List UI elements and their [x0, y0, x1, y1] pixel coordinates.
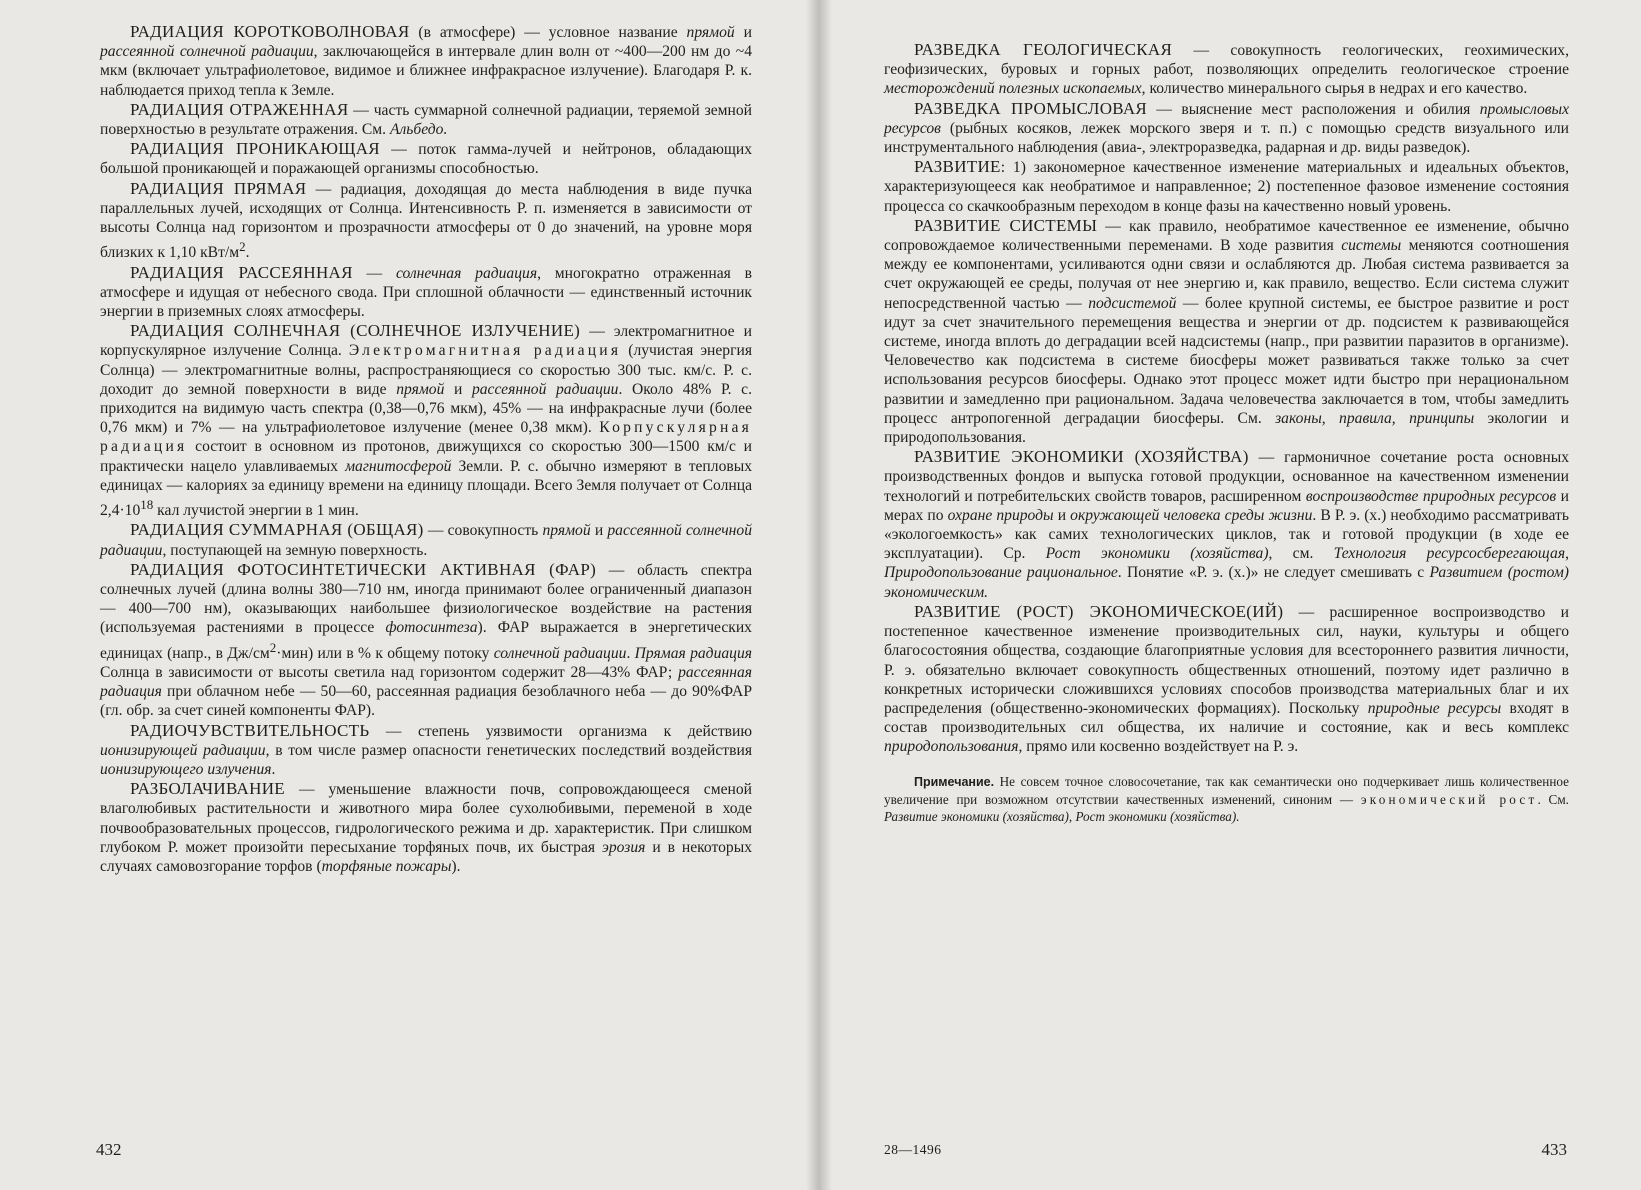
italic-term: Прямая радиация [634, 644, 753, 662]
italic-term: подсистемой [1088, 294, 1177, 312]
italic-term: магнитосферой [345, 457, 452, 475]
italic-term: прямой [542, 522, 591, 540]
dictionary-entry [100, 263, 752, 322]
spaced-term: Корпускулярная радиация [100, 419, 752, 456]
right-page [818, 0, 1641, 1190]
italic-term: законы, правила, принципы [1275, 409, 1475, 427]
printer-signature: 28—1496 [884, 1142, 942, 1157]
entry-definition: — радиация, доходящая до места наблюдения в виде пучка параллельных лучей, исходящих от Солнца. Интенсивность Р. п. изменяется в зависимости от высоты Солнца над горизонтом и прозрачности атмосферы от 0 до значений, на уровне моря близких к 1,10 кВт/$м^2$. [100, 180, 752, 262]
italic-term: эрозия [602, 838, 646, 856]
entry-definition: — выяснение мест расположения и обилия промысловых ресурсов (рыбных косяков, лежек морского зверя и т. п.) с помощью средств визуального или инструментального наблюдения (авиа-, электроразведка, радарная и др. виды разведок). [884, 100, 1569, 157]
entry-definition: : 1) закономерное качественное изменение материальных и идеальных объектов, характеризующееся как необратимое и направленное; 2) постепенное фазовое изменение состояния процесса со скачкообразным переходом в конце фазы на качественно новый уровень. [884, 159, 1569, 215]
entry-definition: — поток гамма-лучей и нейтронов, обладающих большой проникающей и поражающей организмы способностью. [100, 141, 752, 178]
italic-term: месторождений полезных ископаемых [884, 80, 1142, 98]
entry-definition: — гармоничное сочетание роста основных производственных фондов и выпуска готовой продукции, основанное на качественном изменении технологий и потребительских свойств товаров, расширенном воспроизводстве природных ресурсов и мерах по охране природы и окружающей человека среды жизни. В Р. э. (х.) необходимо рассматривать «экологоемкость» как самих технологических циклов, так и готовой продукции (в ходе ее эксплуатации). Ср. Рост экономики (хозяйства), см. Технология ресурсосберегающая, Природопользование рациональное. Понятие «Р. э. (х.)» не следует смешивать с Развитием (ростом) экономическим. [884, 449, 1570, 601]
dictionary-entry [884, 157, 1569, 216]
entry-definition: — совокупность прямой и рассеянной солнечной радиации, поступающей на земную поверхность. [100, 522, 752, 559]
entry-definition: — солнечная радиация, многократно отраженная в атмосфере и идущая от небесного свода. При сплошной облачности — единственный источник энергии в приземных слоях атмосферы. [100, 264, 752, 321]
dictionary-entry [100, 321, 752, 520]
italic-term: прямой [686, 24, 735, 41]
left-page [0, 0, 818, 1190]
entry-headword: РАДИАЦИЯ РАССЕЯННАЯ [130, 262, 353, 282]
entry-headword: РАЗВЕДКА ГЕОЛОГИЧЕСКАЯ [914, 40, 1173, 59]
dictionary-entry [884, 447, 1569, 602]
dictionary-entry [100, 560, 752, 721]
italic-term: Развитием (ростом) экономическим. [884, 564, 1570, 601]
entry-headword: РАЗВЕДКА ПРОМЫСЛОВАЯ [914, 98, 1148, 118]
italic-term: промысловых ресурсов [884, 100, 1569, 137]
italic-term: охране природы [947, 506, 1054, 524]
italic-term: Рост экономики (хозяйства) [1045, 545, 1269, 563]
spaced-term: экономический рост [1360, 791, 1538, 807]
italic-term: прямой [396, 380, 445, 398]
italic-term: системы [1341, 237, 1402, 255]
italic-term: Развитие экономики (хозяйства) [884, 808, 1069, 824]
italic-term: солнечной радиации [493, 644, 627, 662]
dictionary-entry [884, 40, 1569, 99]
page-number-left: 432 [96, 1140, 122, 1159]
dictionary-entry [100, 779, 752, 876]
entry-definition: — уменьшение влажности почв, сопровождающееся сменой влаголюбивых растительности и животного мира более сухолюбивыми, переменой в ходе почвообразовательных процессов, гидрологического режима и др. характеристик. При слишком глубоком Р. может произойти пересыхание торфяных почв, их быстрая эрозия и в некоторых случаях самовозгорание торфов (торфяные пожары). [100, 781, 752, 876]
italic-term: рассеянная радиация [100, 664, 752, 701]
entry-definition: — часть суммарной солнечной радиации, теряемой земной поверхностью в результате отражения. См. Альбедо. [100, 101, 752, 139]
entry-definition: — как правило, необратимое качественное ее изменение, обычно сопровождаемое количественными переменами. В ходе развития системы меняются соотношения между ее компонентами, усиливаются одни связи и ослабляются др. Любая система развивается за счет окружающей ее среды, получая от нее энергию и, как правило, вещество. Если система служит непосредственной частью — подсистемой — более крупной системы, ее быстрое развитие и рост идут за счет значительного перемещения вещества и энергии от др. подсистем к развивающейся системе, иногда вплоть до деградации всей надсистемы (напр., при развитии паразитов в организме). Человечество как подсистема в системе биосферы может развиваться также только за счет использования ресурсов биосферы. Однако этот процесс может идти быстро при нерациональном развитии и замедленно при рациональном. Задача человечества заключается в том, чтобы замедлить процесс антропогенной деградации биосферы. См. законы, правила, принципы экологии и природопользования. [884, 217, 1569, 447]
entry-definition: (в атмосфере) — условное название прямой и рассеянной солнечной радиации, заключающейся в интервале длин волн от ~400—200 нм до ~4 мкм (включает ультрафиолетовое, видимое и ближнее инфракрасное излучение). Благодаря Р. к. наблюдается приход тепла к Земле. [100, 24, 752, 99]
dictionary-entry [100, 179, 752, 263]
spaced-term: Электромагнитная радиация [348, 342, 622, 360]
italic-term: фотосинтеза [385, 619, 478, 637]
dictionary-entry [100, 100, 752, 139]
dictionary-entry [100, 721, 752, 780]
italic-term: торфяные пожары [321, 858, 452, 876]
italic-term: рассеянной солнечной радиации [100, 522, 752, 559]
entry-headword: РАЗВИТИЕ ЭКОНОМИКИ (ХОЗЯЙСТВА) [914, 447, 1249, 467]
italic-term: Природопользование рациональное [884, 564, 1118, 582]
italic-term: рассеянной солнечной радиации [100, 43, 314, 61]
italic-term: Рост экономики (хозяйства). [1075, 808, 1240, 824]
right-entries [884, 40, 1569, 757]
entry-headword: РАЗВИТИЕ [914, 157, 1001, 177]
italic-term: окружающей человека среды жизни [1070, 506, 1313, 524]
entry-headword: РАДИАЦИЯ ПРОНИКАЮЩАЯ [130, 139, 380, 159]
entry-headword: РАЗВИТИЕ СИСТЕМЫ [914, 215, 1098, 235]
entry-headword: РАДИАЦИЯ ПРЯМАЯ [130, 178, 307, 198]
page-number-right: 433 [1541, 1140, 1567, 1159]
entry-definition: — расширенное воспроизводство и постепенное качественное изменение производительных сил, науки, культуры и общего благосостояния общества, создающие благоприятные условия для всестороннего развития личности, Р. э. обязательно включает совокупность общественных отношений, поэтому идет различно в конкретных исторически сложившихся условиях способов производства материальных благ и их распределения (общественно-экономических формациях). Поскольку природные ресурсы входят в состав производительных сил общества, их наличие и состояние, как и весь комплекс природопользования, прямо или косвенно воздействует на Р. э. [884, 603, 1570, 756]
italic-term: Технология ресурсосберегающая [1333, 545, 1566, 563]
footnote-text: Не совсем точное словосочетание, так как семантически оно подчеркивает лишь количественное увеличение при возможном отсутствии качественных изменений, синоним — экономический рост. См. Развитие экономики (хозяйства), Рост экономики (хозяйства). [884, 773, 1569, 824]
dictionary-entry [100, 520, 752, 559]
entry-definition: — совокупность геологических, геохимических, геофизических, буровых и горных работ, позволяющих определить геологическое строение месторождений полезных ископаемых, количество минерального сырья в недрах и его качество. [884, 42, 1569, 98]
entry-definition: — степень уязвимости организма к действию ионизирующей радиации, в том числе размер опасности генетических последствий воздействия ионизирующего излучения. [100, 722, 753, 779]
dictionary-entry [884, 99, 1569, 158]
dictionary-entry [884, 216, 1569, 447]
superscript: 2 [239, 239, 246, 255]
dictionary-entry [884, 602, 1569, 757]
italic-term: ионизирующего излучения [100, 761, 272, 779]
italic-term: природопользования [884, 738, 1019, 756]
italic-term: природные ресурсы [1367, 699, 1502, 717]
italic-term: Альбедо. [389, 121, 448, 139]
entry-headword: РАДИОЧУВСТВИТЕЛЬНОСТЬ [130, 720, 370, 740]
footnote [884, 773, 1569, 825]
entry-definition: — электромагнитное и корпускулярное излучение Солнца. Электромагнитная радиация (лучистая энергия Солнца) — электромагнитные волны, распространяющиеся со скоростью 300 тыс. км/с. Р. с. доходит до земной поверхности в виде прямой и рассеянной радиации. Около 48% Р. с. приходится на видимую часть спектра (0,38—0,76 мкм), 45% — на инфракрасные лучи (более 0,76 мкм) и 7% — на ультрафиолетовое излучение (менее 0,38 мкм). Корпускулярная радиация состоит в основном из протонов, движущихся со скоростью 300—1500 км/с и практически нацело улавливаемых магнитосферой Земли. Р. с. обычно измеряют в тепловых единицах — калориях за единицу времени на единицу площади. Всего Земля получает от Солнца $2,4\cdot 10^{18}$ кал лучистой энергии в 1 мин. [100, 323, 752, 520]
superscript: 2 [269, 639, 277, 655]
italic-term: солнечная радиация [395, 264, 538, 282]
entry-headword: РАДИАЦИЯ КОРОТКОВОЛНОВАЯ [130, 22, 410, 41]
entry-headword: РАДИАЦИЯ ОТРАЖЕННАЯ [130, 99, 349, 119]
entry-definition: — область спектра солнечных лучей (длина волны 380—710 нм, иногда принимают более ограниченный диапазон — 400—700 нм), оказывающих наибольшее физиологическое воздействие на растения (используемая растениями в процессе фотосинтеза). ФАР выражается в энергетических единицах (напр., в $Дж/см^2\cdot мин$) или в % к общему потоку солнечной радиации. Прямая радиация Солнца в зависимости от высоты светила над горизонтом содержит 28—43% ФАР; рассеянная радиация при облачном небе — 50—60, рассеянная радиация безоблачного неба — до 90%ФАР (гл. обр. за счет синей компоненты ФАР). [100, 561, 753, 720]
italic-term: ионизирующей радиации [100, 741, 266, 759]
entry-headword: РАДИАЦИЯ СОЛНЕЧНАЯ (СОЛНЕЧНОЕ ИЗЛУЧЕНИЕ) [130, 321, 581, 341]
dictionary-entry [100, 22, 752, 100]
left-entries [100, 22, 752, 876]
entry-headword: РАЗБОЛАЧИВАНИЕ [130, 779, 285, 799]
italic-term: воспроизводстве природных ресурсов [1305, 487, 1557, 505]
entry-headword: РАЗВИТИЕ (РОСТ) ЭКОНОМИЧЕСКОЕ(ИЙ) [914, 601, 1284, 621]
footnote-label: Примечание. [914, 774, 995, 789]
dictionary-entry [100, 139, 752, 178]
italic-term: рассеянной радиации [471, 380, 619, 398]
entry-headword: РАДИАЦИЯ СУММАРНАЯ (ОБЩАЯ) [130, 520, 424, 540]
entry-headword: РАДИАЦИЯ ФОТОСИНТЕТИЧЕСКИ АКТИВНАЯ (ФАР) [130, 559, 597, 579]
superscript: 18 [140, 497, 154, 513]
